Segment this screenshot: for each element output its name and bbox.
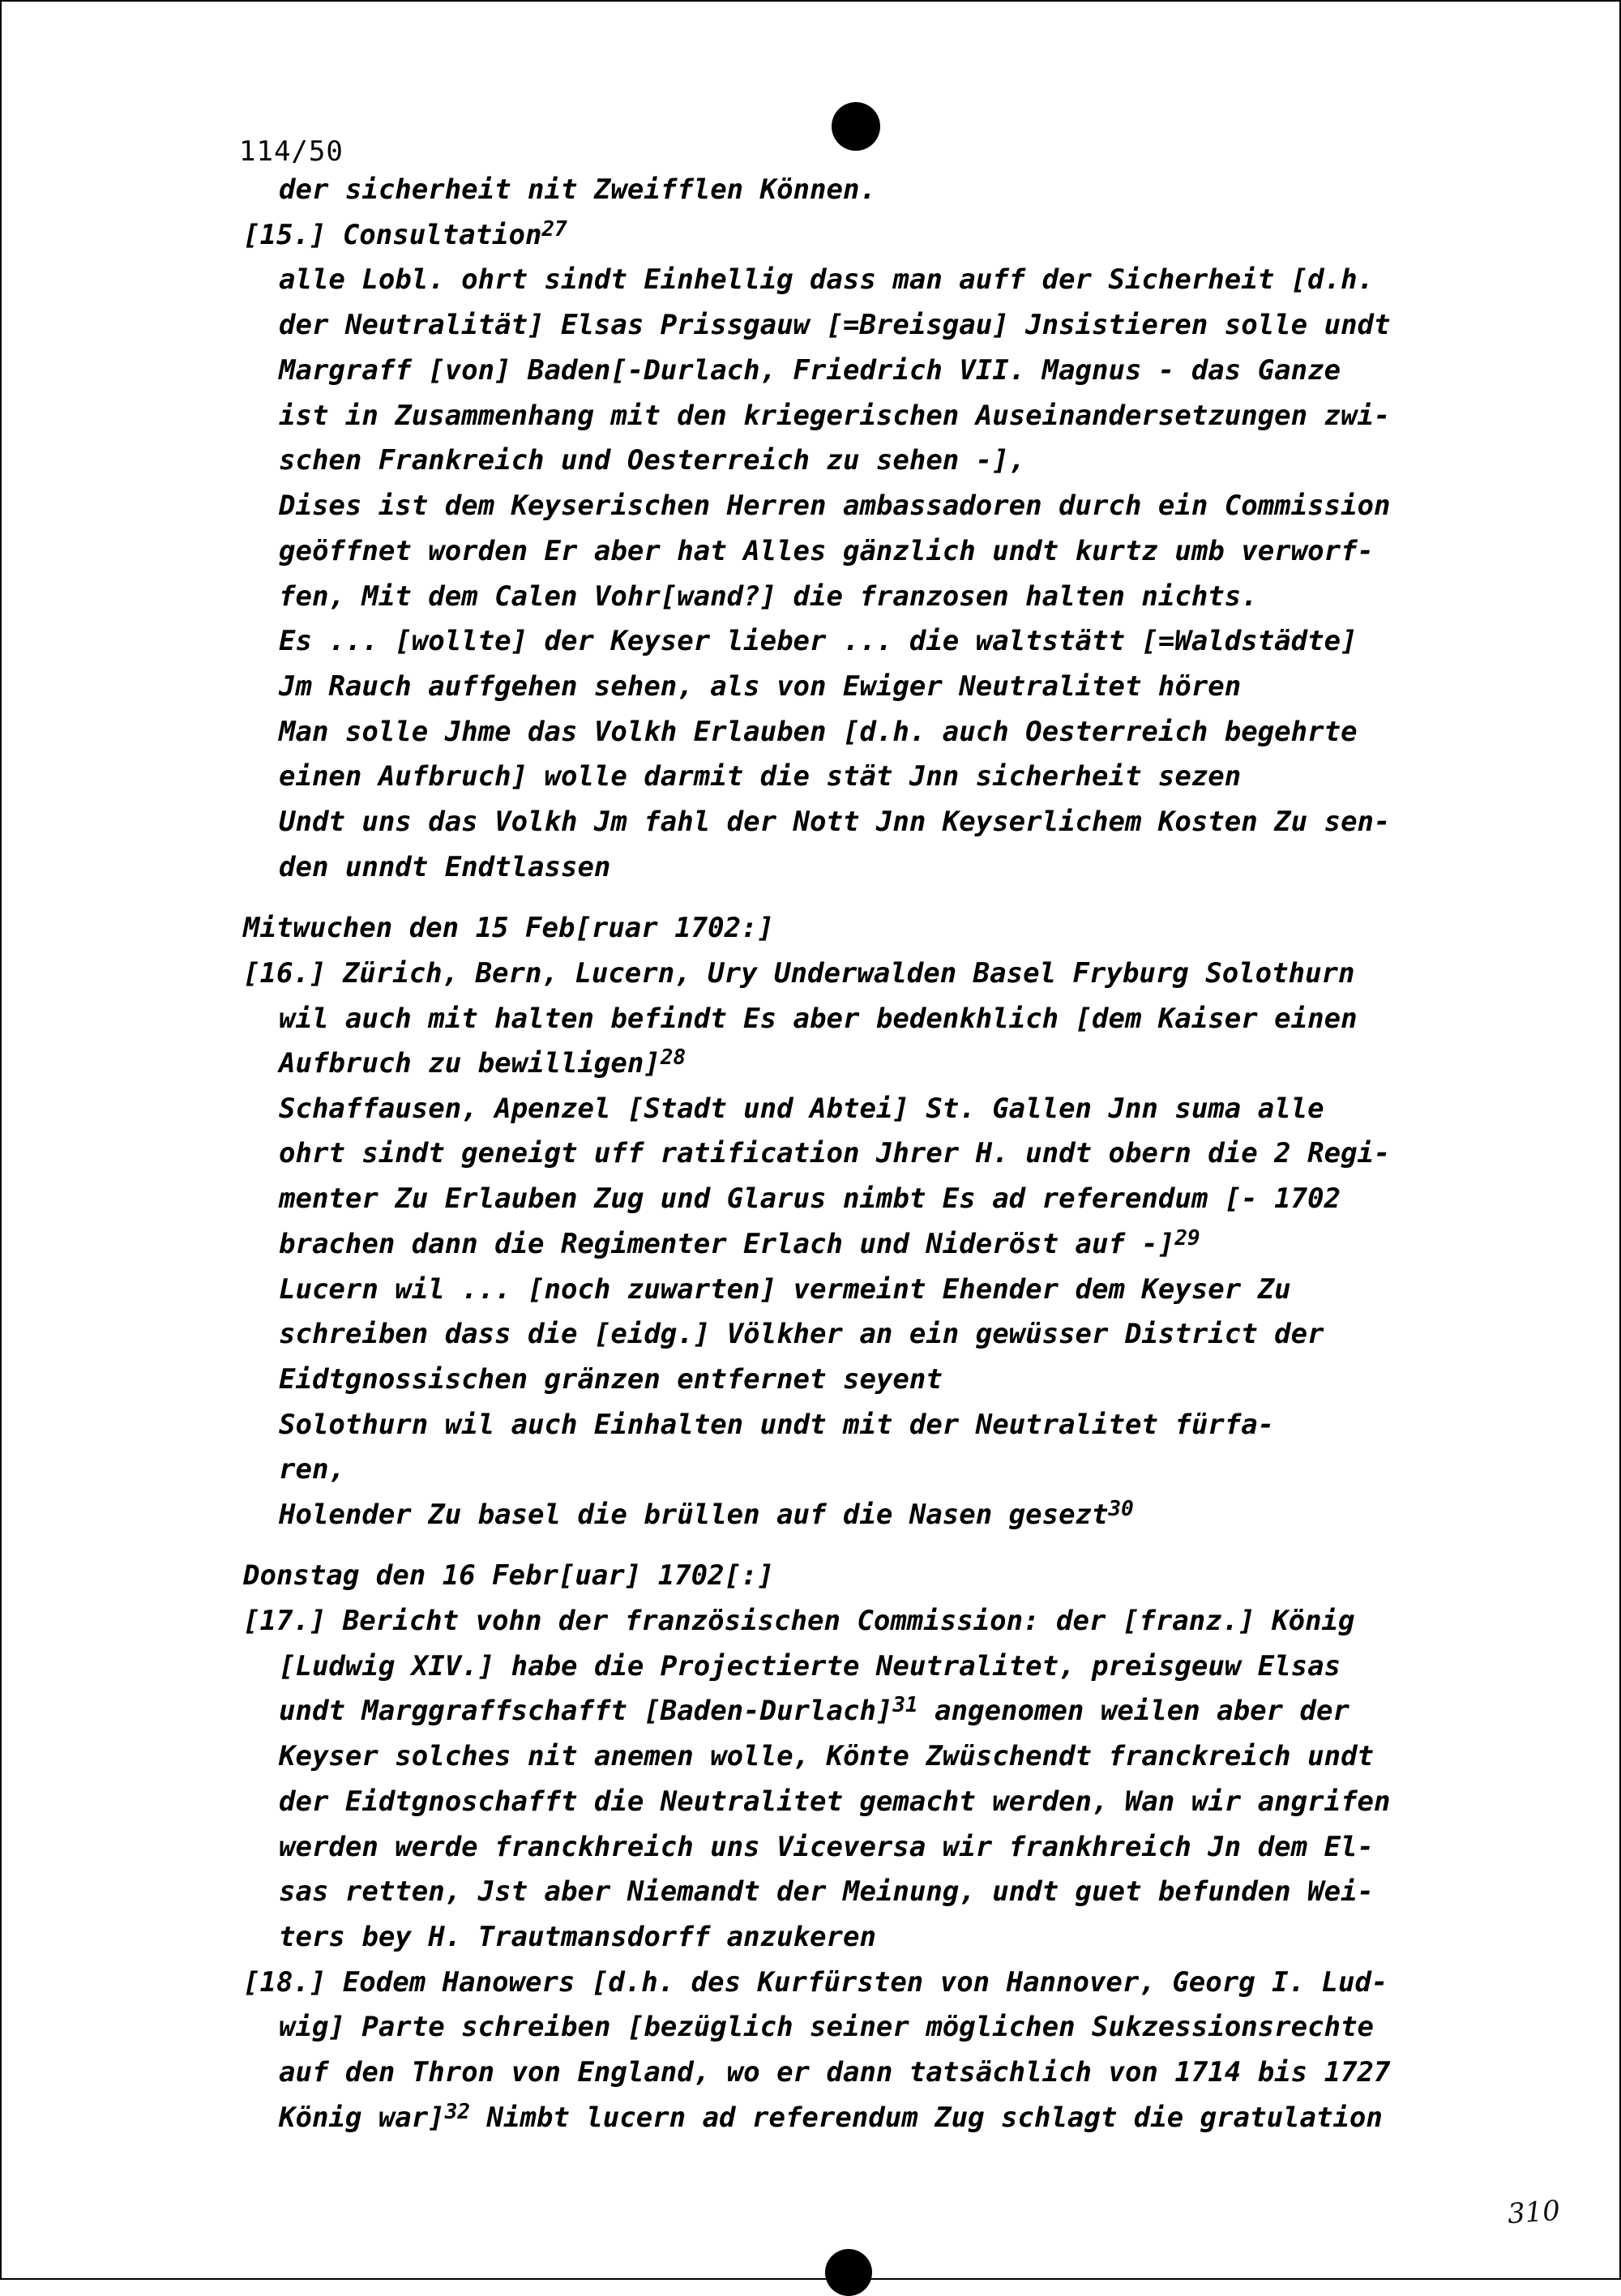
text-segment: Es ... [wollte] der Keyser lieber ... die waltstätt [=Waldstädte] [279,625,1358,657]
text-segment: Dises ist dem Keyserischen Herren ambassadoren durch ein Commission [279,490,1391,522]
text-segment: schen Frankreich und Oesterreich zu sehen -], [279,444,1026,477]
page-number: 114/50 [239,135,344,168]
text-segment: alle Lobl. ohrt sindt Einhellig dass man auff der Sicherheit [d.h. [279,263,1375,296]
text-segment: König war] [279,2101,445,2134]
footnote-marker: 32 [444,2100,471,2124]
text-line [279,1273,1291,1306]
footnote-marker: 31 [892,1693,918,1717]
text-segment: [15.] Consultation [243,219,542,251]
text-line [279,309,1390,341]
text-line [279,1003,1358,1035]
text-segment: auf den Thron von England, wo er dann tatsächlich von 1714 bis 1727 [279,2056,1391,2089]
footnote-marker: 29 [1174,1226,1200,1251]
text-line [279,1695,1349,1727]
text-segment: Undt uns das Volkh Jm fahl der Nott Jnn Keyserlichem Kosten Zu sen- [279,806,1391,838]
text-line [279,1047,686,1080]
text-segment: Jm Rauch auffgehen sehen, als von Ewiger Neutralitet hören [279,670,1242,703]
bold-text: Ludwig XIV. [295,1650,478,1682]
text-segment: Schaffausen, Apenzel [Stadt und Abtei] St. Gallen Jnn suma alle [279,1092,1324,1125]
text-line [279,2056,1390,2089]
text-segment: Nimbt lucern ad referendum Zug schlagt die gratulation [470,2101,1383,2134]
footnote-marker: 30 [1108,1497,1134,1521]
text-line [279,1785,1390,1818]
text-line [279,1499,1134,1531]
text-segment: [17.] Bericht vohn der französischen Commission: der [franz.] König [243,1605,1355,1637]
text-line [243,1605,1354,1637]
text-segment: ohrt sindt geneigt uff ratification Jhrer H. undt obern die 2 Regi- [279,1137,1391,1169]
text-segment: Holender Zu basel die brüllen auf die Nasen gesezt [279,1499,1109,1531]
bold-text: wig [279,2011,329,2043]
text-line [279,400,1390,432]
text-segment: ters bey H. Trautmansdorff anzukeren [279,1921,876,1953]
text-line [279,806,1390,838]
text-line [243,912,774,944]
text-segment: angenomen weilen aber der [917,1695,1349,1727]
text-line [279,1092,1324,1125]
text-segment: fen, Mit dem Calen Vohr[wand?] die franzosen halten nichts. [279,580,1258,613]
bold-text: Georg I. Lud- [1172,1966,1388,1999]
text-segment: [16.] Zürich, Bern, Lucern, Ury Underwalden Basel Fryburg Solothurn [243,957,1355,990]
text-segment: der Eidtgnoschafft die Neutralitet gemacht werden, Wan wir angrifen [279,1785,1391,1818]
text-segment: ] habe die Projectierte Neutralitet, preisgeuw Elsas [477,1650,1341,1682]
text-segment: [18.] Eodem Hanowers [d.h. des Kurfürsten von Hannover, [243,1966,1173,1999]
text-segment: Keyser solches nit anemen wolle, Könte Zwüschendt franckreich undt [279,1740,1375,1772]
text-segment: Mitwuchen den 15 Feb[ruar 1702:] [243,912,775,944]
text-segment: Man solle Jhme das Volkh Erlauben [d.h. auch Oesterreich begehrte [279,716,1358,748]
text-segment: werden werde franckhreich uns Viceversa wir frankhreich Jn dem El- [279,1831,1375,1863]
text-line [279,625,1358,657]
punch-hole-mark-bottom [825,2249,872,2296]
text-line [279,851,610,883]
text-segment: Eidtgnossischen gränzen entfernet seyent [279,1363,943,1396]
text-line [279,490,1390,522]
text-segment: Solothurn wil auch Einhalten undt mit der Neutralitet fürfa- [279,1409,1275,1441]
text-segment: den unndt Endtlassen [279,851,611,883]
text-segment: [ [279,1650,296,1682]
text-line [243,1966,1388,1999]
text-line [279,1137,1390,1169]
text-line [279,1453,345,1486]
text-line [279,1182,1341,1215]
text-line [279,1318,1324,1350]
footnote-marker: 28 [660,1045,686,1070]
text-line [279,1228,1200,1260]
text-line [279,1650,1341,1682]
text-line [279,1740,1374,1772]
text-segment: undt Marggraffschafft [Baden-Durlach] [279,1695,893,1727]
text-line [243,1559,774,1592]
text-line [279,670,1241,703]
text-segment: der Neutralität] Elsas Prissgauw [=Breisgau] Jnsistieren solle undt [279,309,1391,341]
text-segment: Margraff [von] Baden[-Durlach, Friedrich VII. Magnus - das Ganze [279,354,1341,387]
text-line [279,1831,1374,1863]
footnote-marker: 27 [541,217,567,242]
text-line [279,444,1025,477]
text-segment: brachen dann die Regimenter Erlach und Nideröst auf -] [279,1228,1175,1260]
text-line [279,1409,1274,1441]
punch-hole-mark [832,102,880,151]
text-line [279,716,1358,748]
text-line [279,580,1258,613]
text-segment: geöffnet worden Er aber hat Alles gänzlich undt kurtz umb verworf- [279,535,1375,567]
text-segment: einen Aufbruch] wolle darmit die stät Jnn sicherheit sezen [279,760,1242,793]
text-line [279,760,1241,793]
text-segment: Lucern wil ... [noch zuwarten] vermeint Ehender dem Keyser Zu [279,1273,1291,1306]
text-segment: schreiben dass die [eidg.] Völkher an ein gewüsser District der [279,1318,1324,1350]
text-line [279,173,876,206]
text-line [279,535,1374,567]
text-line [243,957,1354,990]
text-segment: wil auch mit halten befindt Es aber bedenkhlich [dem Kaiser einen [279,1003,1358,1035]
text-segment: der sicherheit nit Zweifflen Können. [279,173,876,206]
text-segment: sas retten, Jst aber Niemandt der Meinung, undt guet befunden Wei- [279,1875,1375,1908]
text-segment: menter Zu Erlauben Zug und Glarus nimbt Es ad referendum [- 1702 [279,1182,1341,1215]
text-line [279,263,1374,296]
text-segment: ] Parte schreiben [bezüglich seiner möglichen Sukzessionsrechte [328,2011,1375,2043]
text-line [279,1921,876,1953]
text-segment: ren, [279,1453,345,1486]
text-line [243,219,567,251]
text-segment: Donstag den 16 Febr[uar] 1702[:] [243,1559,775,1592]
text-segment: ist in Zusammenhang mit den kriegerischen Auseinandersetzungen zwi- [279,400,1391,432]
text-line [279,2101,1383,2134]
text-line [279,1875,1374,1908]
text-line [279,1363,943,1396]
text-line [279,2011,1374,2043]
text-line [279,354,1341,387]
handwritten-folio-number: 310 [1506,2194,1562,2231]
text-segment: Aufbruch zu bewilligen] [279,1047,661,1080]
